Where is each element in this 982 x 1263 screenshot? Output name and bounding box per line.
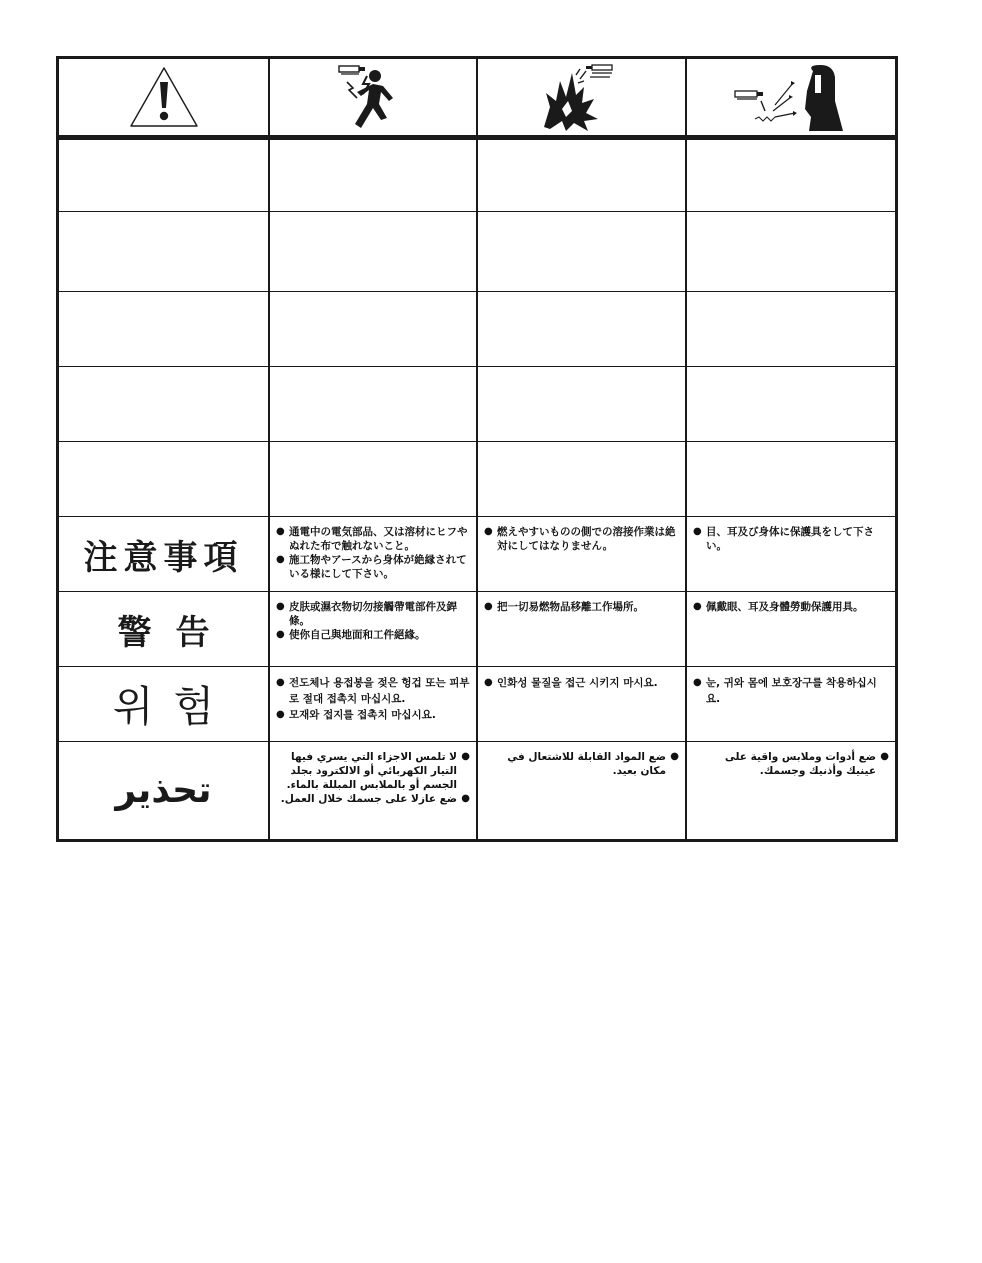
korean-shock-cell: [270, 667, 478, 742]
warning-message: ● 通電中の電気部品、又は溶材にヒフやぬれた布で触れないこと。: [276, 525, 470, 553]
blank-cell: [59, 442, 270, 517]
blank-cell: [270, 212, 478, 292]
warning-message: ● 燃えやすいものの側での溶接作業は絶対にしてはなりません。: [484, 525, 679, 553]
blank-cell: [270, 140, 478, 212]
warning-grid: [59, 59, 895, 839]
blank-cell: [59, 292, 270, 367]
blank-cell: [478, 442, 687, 517]
warning-message: ● 目、耳及び身体に保護具をして下さい。: [693, 525, 889, 553]
japanese-fire-cell: [478, 517, 687, 592]
warning-triangle-icon: [128, 64, 200, 130]
safety-warning-table: [56, 56, 898, 842]
warning-message: ● 모재와 접지를 접촉치 마십시요.: [276, 707, 470, 723]
blank-cell: [270, 367, 478, 442]
warning-message: ● 전도체나 용접봉을 젖은 헝겁 또는 피부로 절대 접촉치 마십시요.: [276, 675, 470, 707]
header-cell-warning: [59, 59, 270, 140]
label-text: 警告: [117, 612, 234, 653]
warning-message: ● لا تلمس الاجزاء التي يسري فيها التيار الكهربائي أو الالكترود بجلد الجسم أو بالملابس المبللة بالماء.: [276, 750, 470, 792]
warning-message: ● 使你自己與地面和工件絕緣。: [276, 628, 470, 642]
label-text: 위험: [112, 682, 235, 731]
warning-message: ● 佩戴眼、耳及身體勞動保護用具。: [693, 600, 889, 614]
blank-cell: [270, 292, 478, 367]
arabic-fire-cell: [478, 742, 687, 839]
label-text: تحذير: [115, 770, 212, 811]
warning-message: ● ضع المواد القابلة للاشتعال في مكان بعيد.: [484, 750, 679, 778]
warning-message: ● 皮肤或濕衣物切勿接觸帶電部件及銲條。: [276, 600, 470, 628]
blank-cell: [478, 212, 687, 292]
blank-cell: [59, 212, 270, 292]
blank-cell: [687, 442, 895, 517]
warning-message: ● 把一切易燃物品移離工作場所。: [484, 600, 679, 614]
arabic-shock-cell: [270, 742, 478, 839]
blank-cell: [687, 292, 895, 367]
warning-message: ● 施工物やアースから身体が絶縁されている様にして下さい。: [276, 553, 470, 581]
chinese-shock-cell: [270, 592, 478, 667]
blank-cell: [687, 140, 895, 212]
warning-message: ● ضع عازلا على جسمك خلال العمل.: [276, 792, 470, 806]
blank-cell: [59, 140, 270, 212]
blank-cell: [270, 442, 478, 517]
language-label-chinese: [59, 592, 270, 667]
electric-shock-icon: [333, 62, 413, 132]
blank-cell: [478, 292, 687, 367]
warning-message: ● 눈, 귀와 몸에 보호장구를 착용하십시요.: [693, 675, 889, 707]
blank-cell: [478, 140, 687, 212]
chinese-fire-cell: [478, 592, 687, 667]
korean-rays-cell: [687, 667, 895, 742]
header-cell-arc-rays: [687, 59, 895, 140]
warning-message: ● ضع أدوات وملابس واقية على عينيك وأذنيك وجسمك.: [693, 750, 889, 778]
label-text: 注意事項: [83, 537, 244, 578]
blank-cell: [59, 367, 270, 442]
japanese-shock-cell: [270, 517, 478, 592]
warning-message: ● 인화성 물질을 접근 시키지 마시요.: [484, 675, 679, 691]
header-cell-shock: [270, 59, 478, 140]
language-label-arabic: [59, 742, 270, 839]
fire-explosion-icon: [540, 61, 624, 133]
blank-cell: [687, 367, 895, 442]
korean-fire-cell: [478, 667, 687, 742]
header-cell-fire: [478, 59, 687, 140]
language-label-japanese: [59, 517, 270, 592]
blank-cell: [687, 212, 895, 292]
japanese-rays-cell: [687, 517, 895, 592]
language-label-korean: [59, 667, 270, 742]
arc-rays-welder-icon: [731, 61, 851, 133]
chinese-rays-cell: [687, 592, 895, 667]
blank-cell: [478, 367, 687, 442]
arabic-rays-cell: [687, 742, 895, 839]
